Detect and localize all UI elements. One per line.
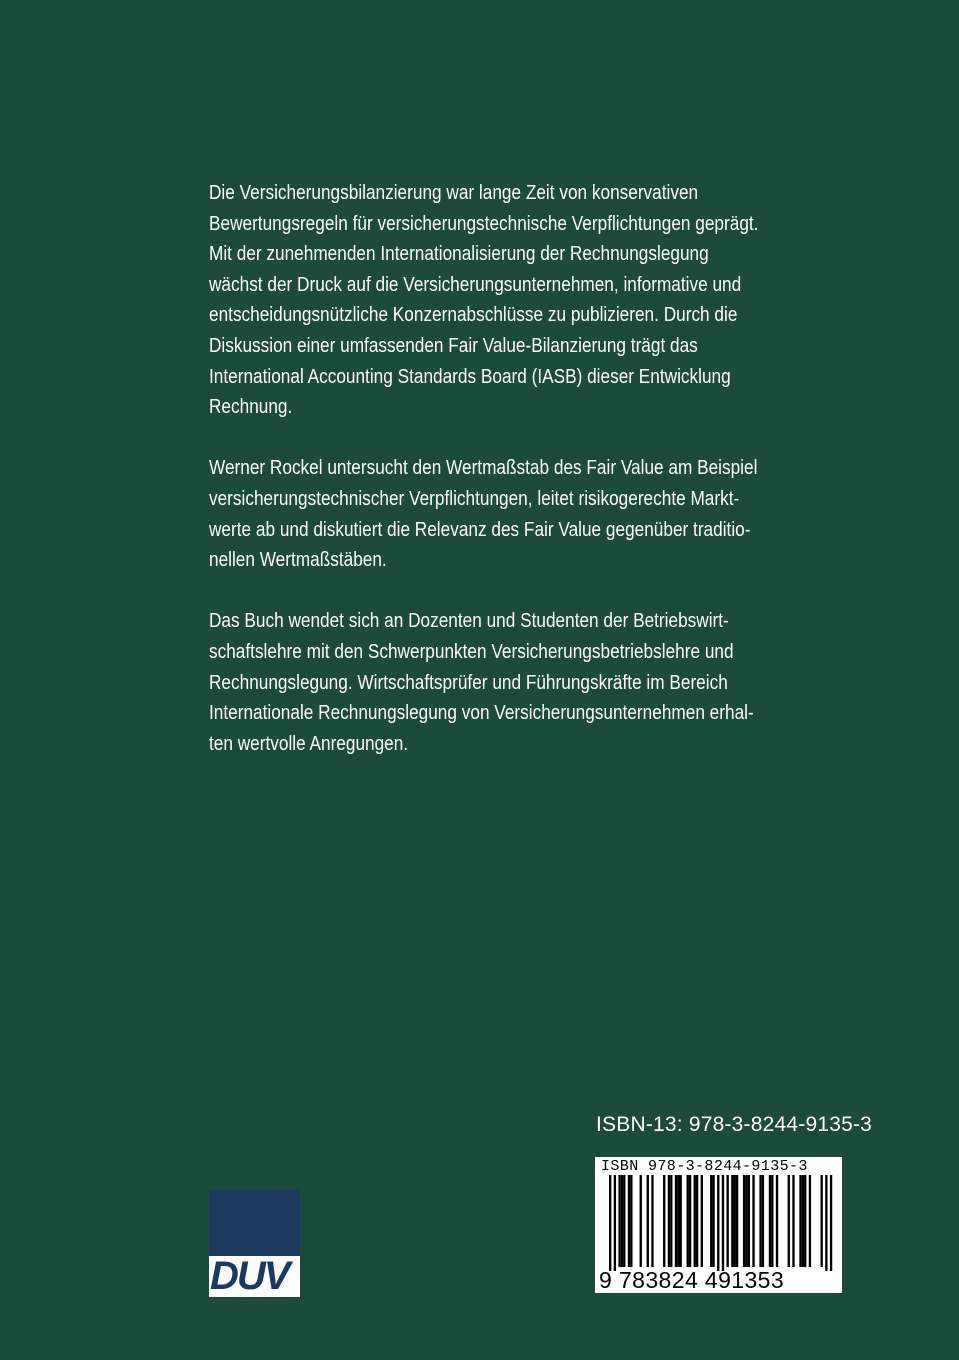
blurb-line: Das Buch wendet sich an Dozenten und Studenten der Betriebswirt- [209,609,729,633]
barcode-bar [743,1175,745,1267]
blurb-line: Rechnung. [209,395,293,419]
barcode-bar [647,1175,649,1267]
blurb-line: Die Versicherungsbilanzierung war lange Zeit von konservativen [209,181,699,204]
barcode-bar [830,1175,832,1271]
blurb-line: Rechnungslegung. Wirtschaftsprüfer und Führungskräfte im Bereich [209,670,728,694]
barcode-bar [677,1175,679,1267]
barcode-bar [694,1175,696,1267]
blurb-line: schaftslehre mit den Schwerpunkten Versicherungsbetriebslehre und [209,639,734,663]
blurb-line: Werner Rockel untersucht den Wertmaßstab des Fair Value am Beispiel [209,456,758,480]
barcode-bar [717,1175,719,1271]
barcode-bar [675,1175,677,1267]
barcode-bar [689,1175,691,1267]
barcode-bar [614,1175,616,1271]
barcode-bar [618,1175,620,1267]
barcode-bar [792,1175,794,1267]
barcode-bar [712,1175,714,1267]
blurb-paragraph-1 [209,178,821,423]
barcode-bar [710,1175,712,1267]
blurb-line: wächst der Druck auf die Versicherungsunternehmen, informative und [209,272,742,296]
blurb-line: Internationale Rechnungslegung von Versicherungsunternehmen erhal- [209,701,754,725]
blurb-line: werte ab und diskutiert die Relevanz des Fair Value gegenüber traditio- [209,517,751,541]
barcode-bar [804,1175,806,1267]
blurb-line: International Accounting Standards Board (IASB) dieser Entwicklung [209,364,731,388]
barcode-bar [762,1175,764,1267]
blurb-line: Bewertungsregeln für versicherungstechnische Verpflichtungen geprägt. [209,211,759,235]
isbn-label: ISBN-13: 978-3-8244-9135-3 [596,1113,873,1136]
barcode-bar [736,1175,738,1267]
blurb-line: ten wertvolle Anregungen. [209,731,409,755]
blurb-line: nellen Wertmaßstäben. [209,548,387,572]
barcode-bar [802,1175,804,1267]
barcode-bar [668,1175,670,1267]
barcode-bar [687,1175,689,1267]
logo-block [209,1189,300,1256]
blurb-line: Mit der zunehmenden Internationalisierung der Rechnungslegung [209,242,709,266]
barcode-bar [745,1175,747,1267]
barcode-bar [821,1175,823,1267]
blurb-line: Diskussion einer umfassenden Fair Value-Bilanzierung trägt das [209,333,698,357]
blurb-paragraph-2 [209,453,821,575]
barcode-bar [788,1175,790,1267]
barcode-bar [759,1175,761,1267]
barcode-bar [609,1175,611,1271]
barcode-bar [731,1175,733,1267]
barcode-bar [752,1175,754,1267]
publisher-logo [209,1189,300,1297]
blurb-paragraph-3 [209,606,821,759]
barcode-bar [621,1175,623,1267]
barcode-bar [670,1175,672,1267]
blurb-line: versicherungstechnischer Verpflichtungen, leitet risikogerechte Markt- [209,486,740,510]
barcode-bars [595,1175,842,1271]
barcode-bar [799,1175,801,1267]
barcode-bar [809,1175,811,1267]
barcode-digits: 9 783824 491353 [599,1267,785,1293]
barcode-bar [630,1175,632,1267]
barcode-bar [734,1175,736,1267]
isbn-barcode [595,1157,842,1293]
back-cover-blurb [209,178,821,790]
barcode-bar [663,1175,665,1267]
barcode-bar [825,1175,827,1271]
barcode-bar [696,1175,698,1267]
barcode-bar [628,1175,630,1267]
logo-text: DUV [210,1254,289,1298]
barcode-bar [769,1175,771,1267]
barcode-bar [722,1175,724,1271]
barcode-bar [776,1175,778,1267]
blurb-line: entscheidungsnützliche Konzernabschlüsse zu publizieren. Durch die [209,303,738,327]
barcode-bar [701,1175,703,1267]
barcode-bar [771,1175,773,1267]
barcode-bar [640,1175,642,1267]
barcode-bar [748,1175,750,1267]
barcode-bar [680,1175,682,1267]
barcode-bar [727,1175,729,1267]
barcode-isbn-text: ISBN 978-3-8244-9135-3 [601,1158,808,1175]
barcode-bar [651,1175,653,1267]
barcode-bar [623,1175,625,1267]
